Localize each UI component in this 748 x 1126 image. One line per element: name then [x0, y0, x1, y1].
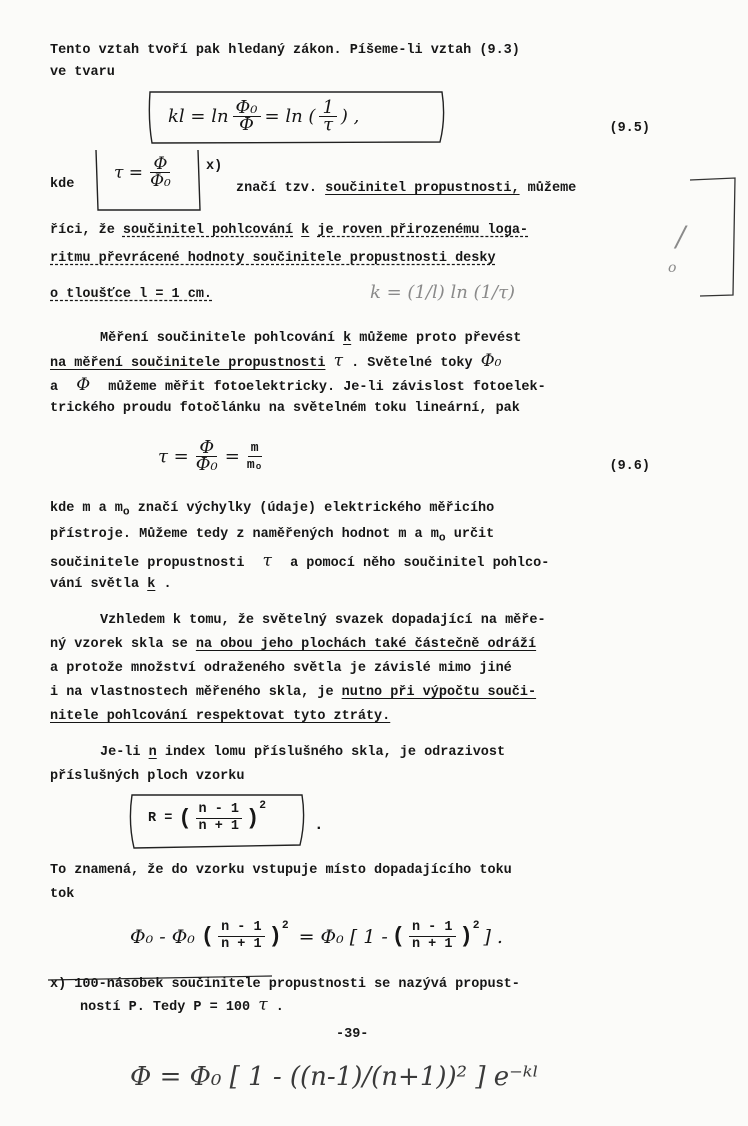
tau-definition	[114, 156, 178, 189]
term-underlined: n	[148, 745, 157, 760]
fraction	[319, 97, 336, 135]
page-number: -39-	[336, 1027, 369, 1042]
fraction-numerator: Φ	[150, 156, 170, 173]
text-span: a	[50, 380, 59, 395]
reflectance-formula: R = ( $\frac{n - 1}{n + 1}$ ) $^2$	[148, 800, 266, 834]
exponent: 2	[472, 920, 480, 932]
subscript: o	[438, 532, 446, 545]
tau-symbol: τ	[262, 551, 272, 571]
fraction	[147, 156, 174, 189]
text-line	[50, 526, 494, 548]
fraction-denominator: n + 1	[411, 937, 453, 952]
fraction-denominator: Φ	[239, 114, 254, 135]
fraction-numerator: 1	[319, 100, 336, 117]
fraction-denominator: n + 1	[221, 937, 262, 952]
text-line	[50, 352, 501, 373]
term-underlined: na měření součinitele propustnosti	[50, 356, 326, 371]
fraction-numerator: n - 1	[409, 920, 456, 937]
text-line: Vzhledem k tomu, že světelný svazek dopadající na měře-	[100, 613, 546, 628]
footnote-line	[80, 996, 284, 1017]
footnote-line	[50, 976, 520, 994]
term-underlined: nutno při výpočtu souči-	[341, 685, 537, 700]
text-span: můžeme měřit fotoelektricky. Je-li závislost fotoelek-	[108, 380, 546, 395]
phi0-symbol: Φ₀	[480, 351, 502, 371]
text-span: součinitele propustnosti	[50, 556, 245, 571]
text-line	[50, 576, 172, 594]
text-span: kde m a m	[50, 501, 123, 516]
equation-number: (9.5)	[609, 121, 650, 136]
text-line: o tloušťce l = 1 cm.	[50, 287, 213, 302]
margin-bracket	[690, 178, 735, 296]
text-span: ný vzorek skla se	[50, 637, 188, 652]
fraction-numerator: n - 1	[218, 920, 265, 937]
text-span: Je-li	[100, 745, 141, 760]
text-span: můžeme	[527, 181, 577, 196]
text-line: ritmu převrácené hodnoty součinitele propustnosti desky	[50, 251, 496, 266]
fraction	[193, 437, 221, 475]
text-span: vání světla	[50, 577, 140, 592]
text-line: To znamená, že do vzorku vstupuje místo dopadajícího toku	[50, 863, 512, 878]
eq-part: = Φ₀ [ 1 -	[298, 925, 388, 948]
text-line	[50, 636, 536, 654]
fraction-denominator: τ	[323, 114, 334, 135]
text-line: ve tvaru	[50, 65, 115, 80]
text-span: přístroje. Můžeme tedy z naměřených hodnot m a m	[50, 527, 439, 542]
fraction	[196, 802, 243, 835]
text-span: x) 100-násobek	[50, 977, 164, 992]
term-underlined: k	[343, 331, 352, 346]
eq-part: τ =	[158, 446, 189, 467]
tau-symbol: τ	[258, 995, 268, 1015]
fraction-numerator: Φ₀	[233, 100, 261, 117]
eq-part: ] .	[483, 925, 503, 948]
pencil-annotation: Φ = Φ₀ [ 1 - ((n-1)/(n+1))² ] e⁻ᵏˡ	[130, 1062, 539, 1092]
text-span: značí výchylky (údaje) elektrického měřicího	[129, 501, 495, 516]
text-line	[50, 552, 549, 573]
text-line: příslušných ploch vzorku	[50, 769, 245, 784]
eq-part: R =	[148, 811, 173, 826]
text-span: .	[163, 577, 172, 592]
eq-part: = ln (	[264, 106, 316, 127]
fraction	[409, 920, 456, 953]
eq-part: ) ,	[340, 106, 360, 127]
fraction	[218, 920, 265, 953]
text-span: .	[275, 1000, 284, 1015]
text-line: nitele pohlcování respektovat tyto ztráty.	[50, 709, 391, 724]
eq-part: =	[224, 446, 240, 467]
fraction-numerator: m	[248, 440, 262, 457]
fraction-denominator: Φ₀	[195, 454, 218, 475]
text-line: trického proudu fotočlánku na světelném toku lineární, pak	[50, 401, 520, 416]
text-span: i na vlastnostech měřeného skla, je	[50, 685, 334, 700]
text-line: kde	[50, 177, 75, 192]
equation-9-5	[168, 97, 360, 135]
fraction	[244, 440, 266, 473]
term-underlined: k	[301, 223, 310, 238]
term-underlined: je roven přirozenému loga-	[317, 223, 529, 238]
text-span: a pomocí něho součinitel pohlco-	[290, 556, 550, 571]
fraction-denominator: n + 1	[198, 819, 240, 834]
text-span: . Světelné toky	[351, 356, 473, 371]
text-line	[50, 500, 494, 522]
text-line	[100, 744, 505, 762]
equation-number: (9.6)	[609, 459, 650, 474]
text-span: index lomu příslušného skla, je odrazivost	[164, 745, 506, 760]
eq-part: τ =	[114, 162, 144, 183]
text-span: součinitele propustnosti se nazývá propust-	[171, 977, 520, 992]
text-span: značí tzv.	[236, 181, 318, 196]
subscript: o	[122, 506, 130, 519]
margin-mark: /	[676, 220, 686, 253]
text-span: můžeme proto převést	[359, 331, 522, 346]
transmitted-flux-formula: Φ₀ - Φ₀ ( $\frac{n - 1}{n + 1}$ ) $^2$ = Φ₀ [ 1 - ( $\frac{n - 1}{n + 1}$ ) $^2$ ] .	[130, 920, 503, 952]
term-underlined: součinitel pohlcování	[122, 223, 294, 238]
exponent: 2	[259, 800, 266, 812]
text-line	[236, 180, 576, 198]
phi-symbol: Φ	[76, 375, 91, 395]
text-line	[100, 330, 521, 348]
text-line: tok	[50, 887, 75, 902]
fraction-numerator: Φ	[196, 440, 217, 457]
period: .	[314, 816, 324, 834]
tau-symbol: τ	[333, 351, 343, 371]
margin-mark: o	[668, 260, 677, 276]
text-line	[50, 222, 528, 240]
term-underlined: k	[147, 577, 156, 592]
fraction-denominator: mₒ	[246, 457, 263, 472]
text-span: Měření součinitele pohlcování	[100, 331, 335, 346]
eq-part: Φ₀ - Φ₀	[130, 925, 195, 948]
term-underlined: na obou jeho plochách také částečně odráží	[195, 637, 537, 652]
fraction	[233, 97, 261, 135]
text-span: říci, že	[50, 223, 115, 238]
footnote-marker: x)	[206, 159, 223, 174]
term-underlined: součinitel propustnosti,	[325, 181, 520, 196]
text-span: určit	[445, 527, 495, 542]
text-span: ností P. Tedy P = 100	[80, 1000, 251, 1015]
equation-9-6	[158, 437, 269, 475]
text-line: a protože množství odraženého světla je závislé mimo jiné	[50, 661, 512, 676]
exponent: 2	[281, 920, 289, 932]
text-line: Tento vztah tvoří pak hledaný zákon. Píšeme-li vztah (9.3)	[50, 43, 520, 58]
text-line	[50, 684, 536, 702]
pencil-annotation: k = (1/l) ln (1/τ)	[370, 282, 516, 303]
fraction-numerator: n - 1	[196, 802, 243, 819]
fraction-denominator: Φ₀	[150, 171, 171, 191]
eq-part: kl = ln	[168, 106, 229, 127]
text-line	[50, 376, 546, 397]
